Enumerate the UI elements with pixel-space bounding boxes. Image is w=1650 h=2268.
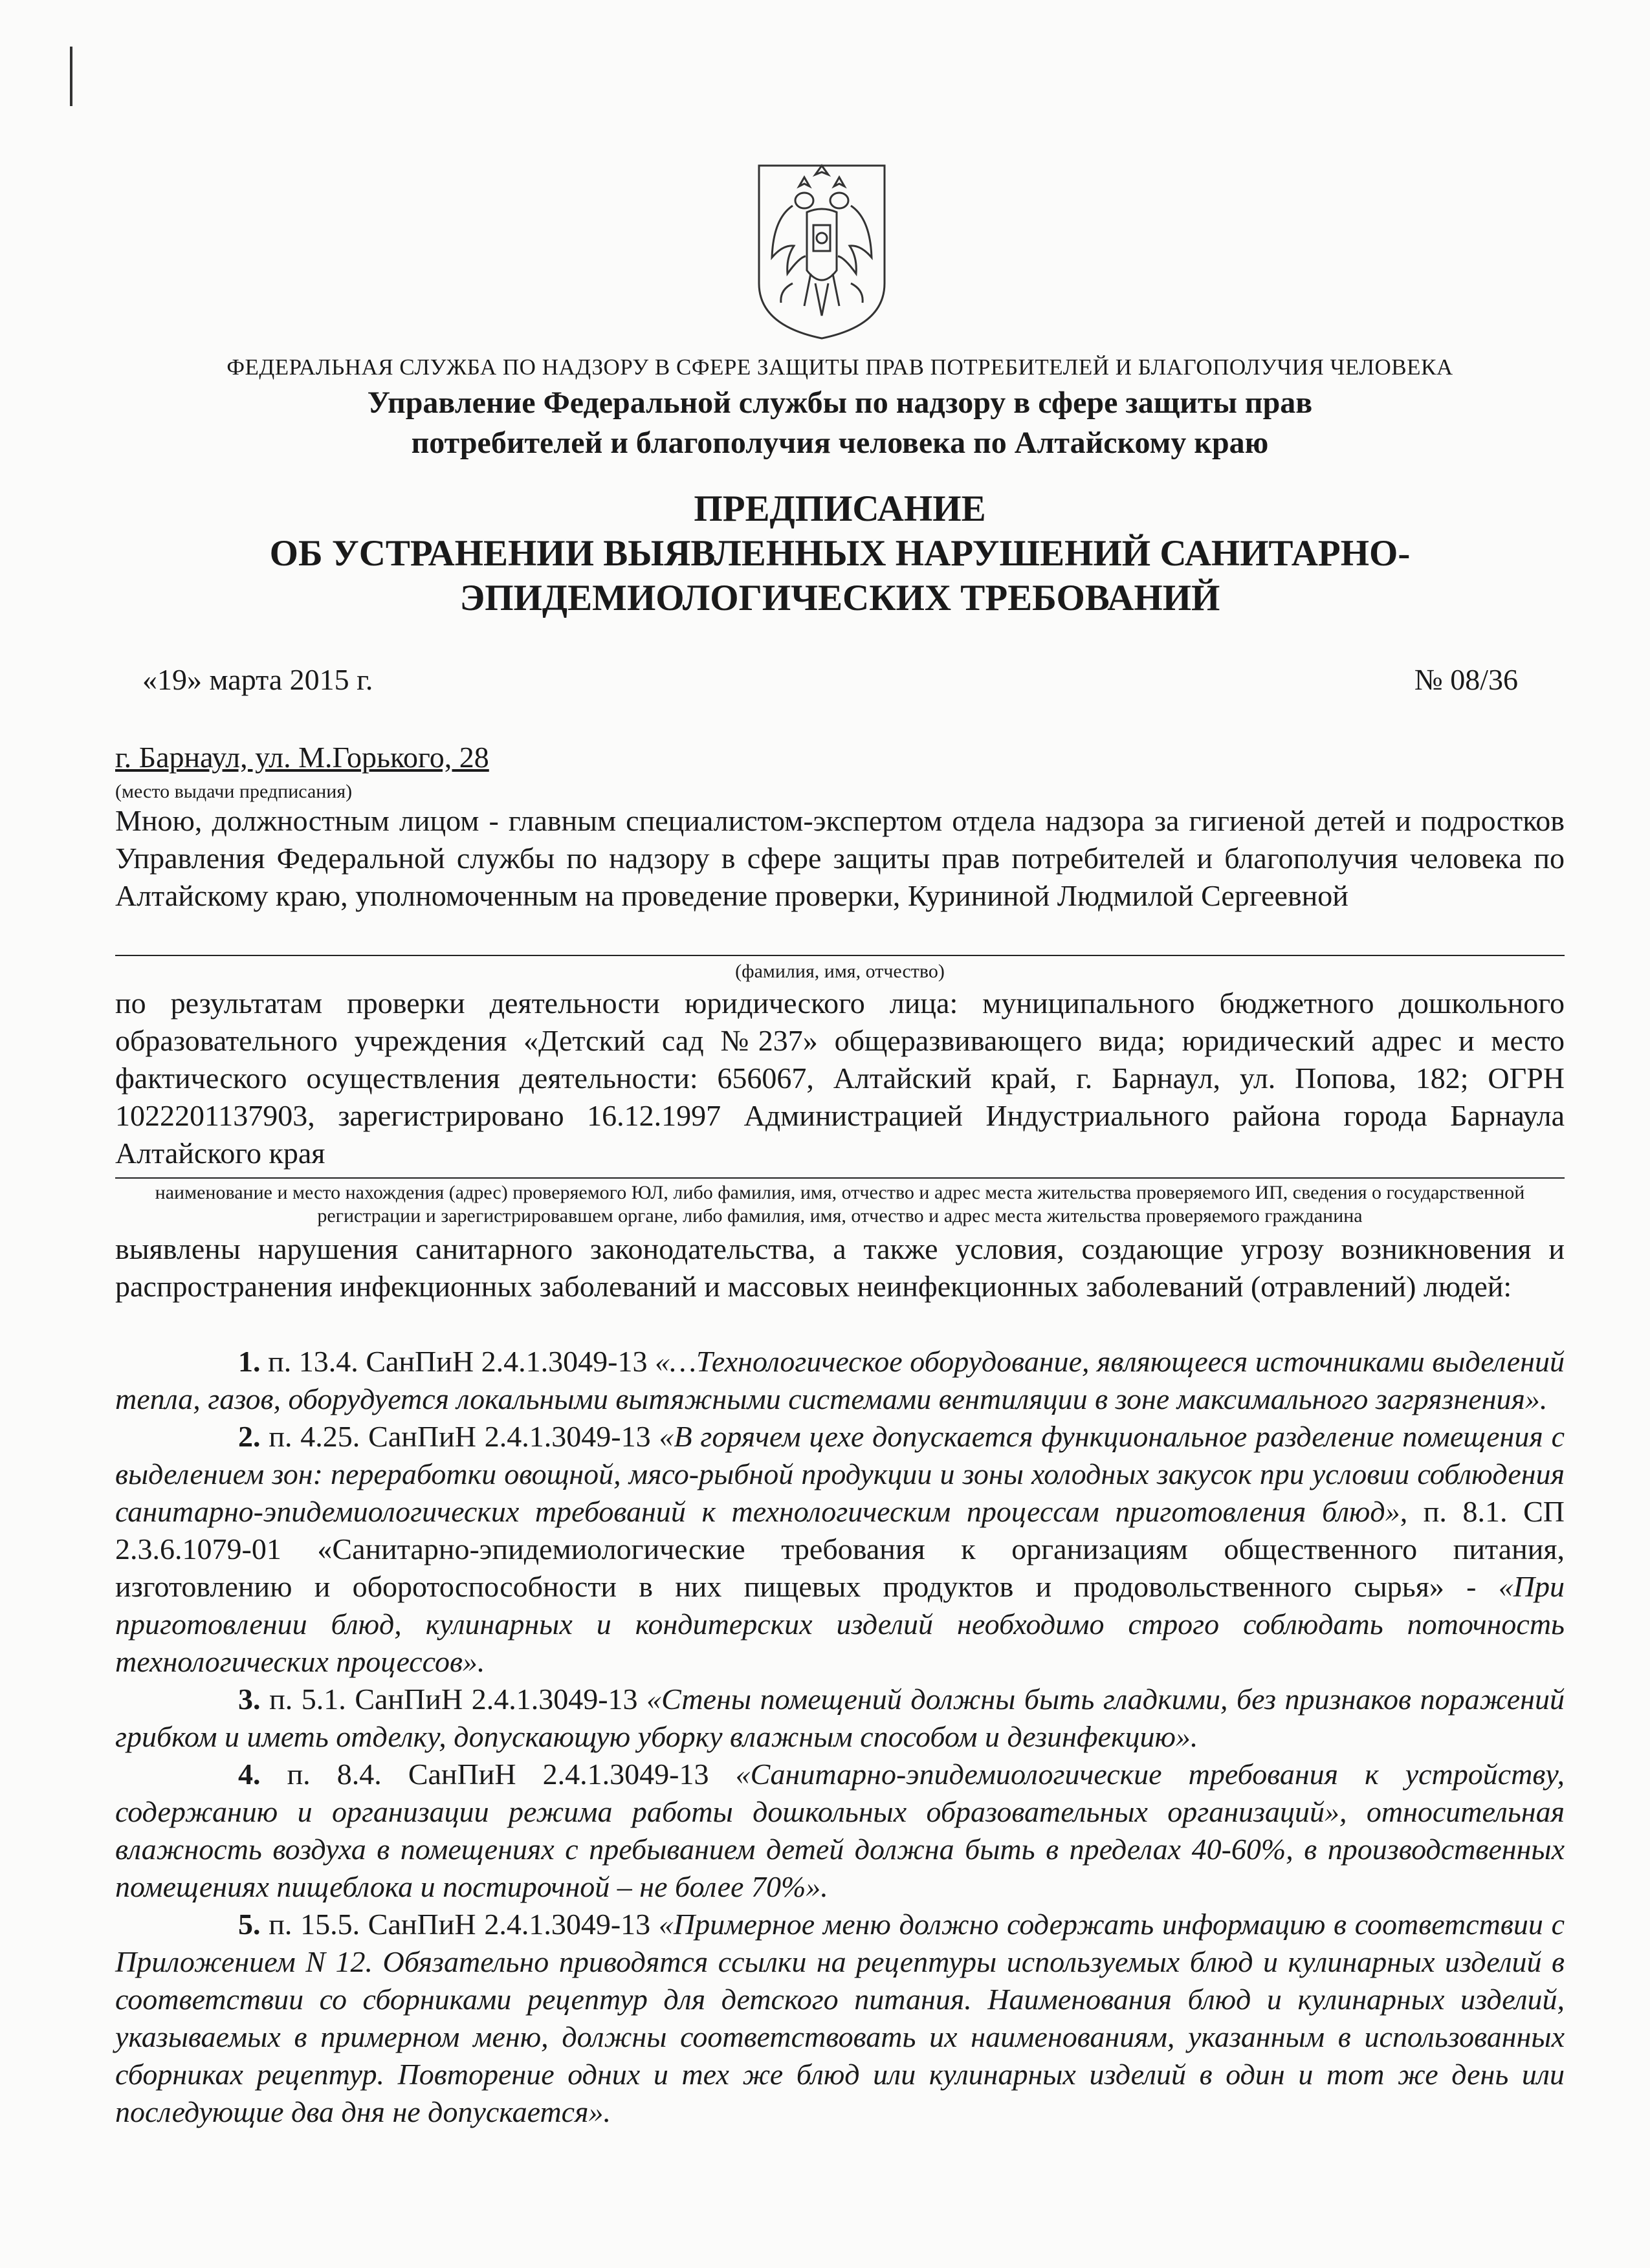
item-reference: п. 5.1. СанПиН 2.4.1.3049-13: [260, 1683, 647, 1716]
list-item: [115, 1681, 1565, 1756]
agency-name: ФЕДЕРАЛЬНАЯ СЛУЖБА ПО НАДЗОРУ В СФЕРЕ ЗАЩИТЫ ПРАВ ПОТРЕБИТЕЛЕЙ И БЛАГОПОЛУЧИЯ ЧЕЛОВЕКА: [226, 354, 1453, 380]
item-quote: «…Технологическое оборудование, являющееся источниками выделений тепла, газов, оборудуется локальными вытяжными системами вентиляции в зоне максимального загрязнения».: [115, 1345, 1565, 1415]
violations-intro: выявлены нарушения санитарного законодательства, а также условия, создающие угрозу возникновения и распространения инфекционных заболеваний и массовых неинфекционных заболеваний (отравлений) людей:: [115, 1232, 1565, 1303]
document-number: № 08/36: [1414, 663, 1518, 696]
name-caption: (фамилия, имя, отчество): [735, 961, 945, 982]
item-number: 4.: [238, 1758, 261, 1791]
item-quote: «В горячем цехе допускается функциональное разделение помещения с выделением зон: переработки овощной, мясо-рыбной продукции и зоны холодных закусок при условии соблюдения санитарно-эпидемиологических требований к технологическим процессам приготовления блюд»: [115, 1420, 1565, 1528]
item-reference-2: , п. 8.1. СП 2.3.6.1079-01 «Санитарно-эпидемиологические требования к организациям общественного питания, изготовлению и оборотоспособности в них пищевых продуктов и продовольственного сырья» -: [115, 1495, 1565, 1603]
document-title: [115, 486, 1565, 620]
list-item: [115, 1418, 1565, 1681]
coat-of-arms-icon: [754, 160, 890, 342]
item-number: 2.: [238, 1420, 261, 1453]
item-reference: п. 15.5. СанПиН 2.4.1.3049-13: [260, 1908, 659, 1941]
item-quote: «Примерное меню должно содержать информацию в соответствии с Приложением N 12. Обязательно приводятся ссылки на рецептуры используемых блюд и кулинарных изделий в соответствии со сборниками рецептур для детского питания. Наименования блюд и кулинарных изделий, указываемых в примерном меню, должны соответствовать их наименованиям, указанным в использованных сборниках рецептур. Повторение одних и тех же блюд или кулинарных изделий в один и тот же день или последующие два дня не допускается».: [115, 1908, 1565, 2128]
list-item: [115, 1756, 1565, 1906]
organization-caption: наименование и место нахождения (адрес) проверяемого ЮЛ, либо фамилия, имя, отчество и адрес места жительства проверяемого ИП, сведения о государственной регистрации и зарегистрировавшем органе, либо фамилия, имя, отчество и адрес места жительства проверяемого гражданина: [155, 1182, 1525, 1227]
item-number: 5.: [238, 1908, 261, 1941]
item-reference: п. 8.4. СанПиН 2.4.1.3049-13: [260, 1758, 736, 1791]
document-title-line-1: ПРЕДПИСАНИЕ: [694, 488, 986, 529]
date-number-line: [115, 662, 1565, 701]
issue-place-caption: (место выдачи предписания): [115, 781, 353, 802]
issue-place: [115, 740, 1565, 774]
item-number: 1.: [238, 1345, 261, 1378]
item-quote: «Стены помещений должны быть гладкими, без признаков поражений грибком и иметь отделку, допускающую уборку влажным способом и дезинфекцию».: [115, 1683, 1565, 1753]
department-name: [115, 383, 1565, 463]
item-quote-2: «При приготовлении блюд, кулинарных и кондитерских изделий необходимо строго соблюдать поточность технологических процессов».: [115, 1570, 1565, 1678]
document-title-line-2: ОБ УСТРАНЕНИИ ВЫЯВЛЕННЫХ НАРУШЕНИЙ САНИТАРНО-: [269, 533, 1411, 574]
violations-list: [115, 1343, 1565, 2131]
item-reference: п. 13.4. СанПиН 2.4.1.3049-13: [260, 1345, 655, 1378]
issue-place-value: г. Барнаул, ул. М.Горького, 28: [115, 741, 489, 774]
item-number: 3.: [238, 1683, 261, 1716]
item-quote: «Санитарно-эпидемиологические требования к устройству, содержанию и организации режима работы дошкольных образовательных организаций», относительная влажность воздуха в помещениях с пребыванием детей должна быть в пределах 40-60%, в производственных помещениях пищеблока и постирочной – не более 70%».: [115, 1758, 1565, 1903]
department-name-line-1: Управление Федеральной службы по надзору в сфере защиты прав: [367, 386, 1313, 420]
inspector-paragraph: Мною, должностным лицом - главным специалистом-экспертом отдела надзора за гигиеной детей и подростков Управления Федеральной службы по надзору в сфере защиты прав потребителей и благополучия человека по Алтайскому краю, уполномоченным на проведение проверки, Курининой Людмилой Сергеевной: [115, 804, 1565, 912]
list-item: [115, 1343, 1565, 1418]
divider: [115, 1177, 1565, 1179]
margin-mark: [70, 47, 72, 106]
divider: [115, 955, 1565, 956]
list-item: [115, 1906, 1565, 2131]
document-title-line-3: ЭПИДЕМИОЛОГИЧЕСКИХ ТРЕБОВАНИЙ: [459, 578, 1220, 618]
department-name-line-2: потребителей и благополучия человека по Алтайскому краю: [411, 426, 1269, 460]
organization-paragraph: по результатам проверки деятельности юридического лица: муниципального бюджетного дошкольного образовательного учреждения «Детский сад №237» общеразвивающего вида; юридический адрес и место фактического осуществления деятельности: 656067, Алтайский край, г. Барнаул, ул. Попова, 182; ОГРН 1022201137903, зарегистрировано 16.12.1997 Администрацией Индустриального района города Барнаула Алтайского края: [115, 987, 1565, 1170]
item-reference: п. 4.25. СанПиН 2.4.1.3049-13: [260, 1420, 659, 1453]
issue-date: «19» марта 2015 г.: [142, 663, 373, 696]
